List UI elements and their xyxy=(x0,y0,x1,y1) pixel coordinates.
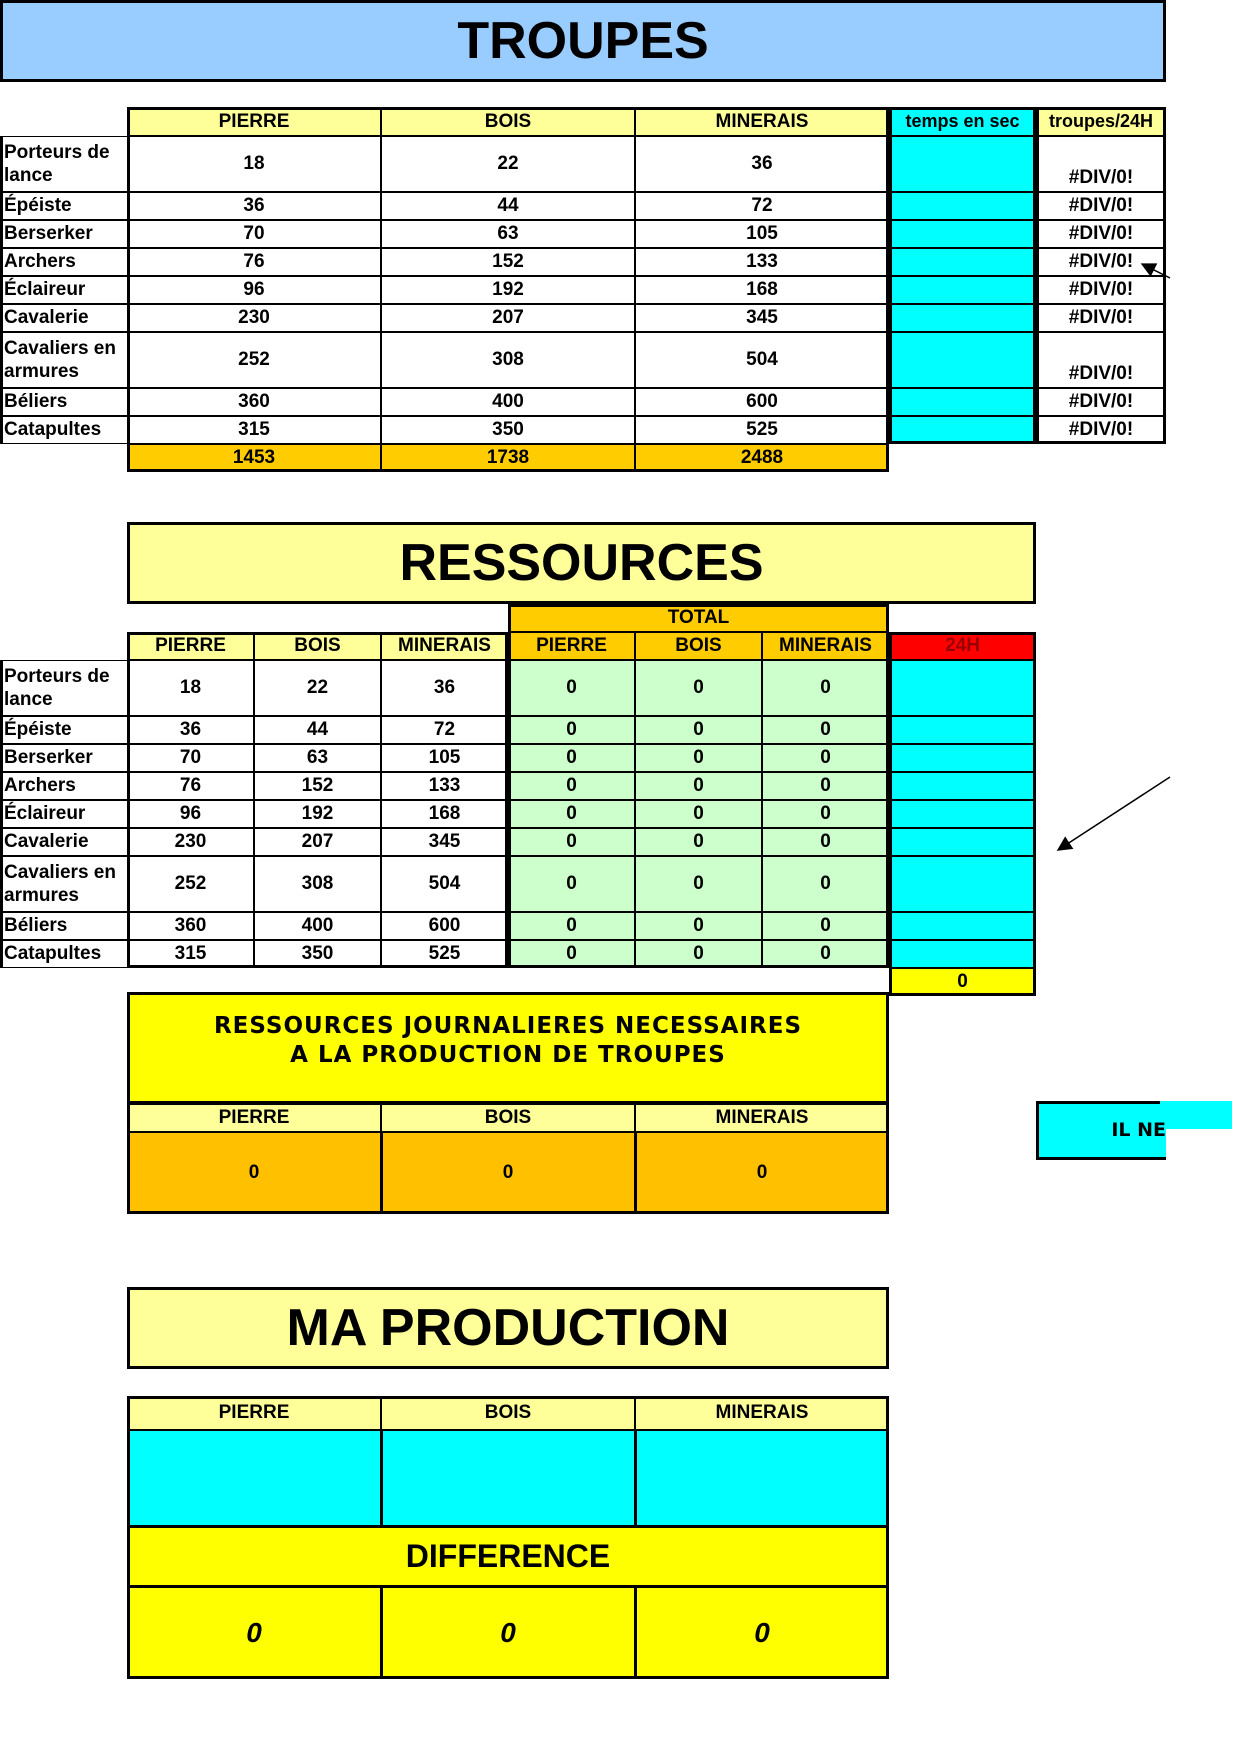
ressource-pierre: 76 xyxy=(127,772,254,800)
production-divider xyxy=(380,1430,383,1526)
ressource-total-tm: 0 xyxy=(762,940,889,968)
ressource-bois: 350 xyxy=(254,940,381,968)
ressource-name: Éclaireur xyxy=(0,800,127,828)
ressource-total-tm: 0 xyxy=(762,744,889,772)
troupe-bois: 63 xyxy=(381,220,635,248)
troupe-per24h: #DIV/0! xyxy=(1036,136,1166,192)
troupe-temps-input[interactable] xyxy=(889,332,1036,388)
ressource-pierre: 360 xyxy=(127,912,254,940)
troupe-minerais: 72 xyxy=(635,192,889,220)
ressource-minerais: 504 xyxy=(381,856,508,912)
ressources-header-cell: MINERAIS xyxy=(381,632,508,660)
ressource-total-tp: 0 xyxy=(508,828,635,856)
troupes-header-cell: BOIS xyxy=(381,107,635,136)
ressource-total-tp: 0 xyxy=(508,744,635,772)
troupe-bois: 207 xyxy=(381,304,635,332)
ressource-pierre: 252 xyxy=(127,856,254,912)
ressources-header-cell: PIERRE xyxy=(127,632,254,660)
ressource-total-tb: 0 xyxy=(635,856,762,912)
ressource-total-tb: 0 xyxy=(635,716,762,744)
troupe-bois: 44 xyxy=(381,192,635,220)
ressource-24h-input[interactable] xyxy=(889,912,1036,940)
ressource-pierre: 70 xyxy=(127,744,254,772)
ressource-total-tp: 0 xyxy=(508,856,635,912)
troupe-temps-input[interactable] xyxy=(889,192,1036,220)
difference-rule xyxy=(127,1585,889,1588)
troupe-per24h: #DIV/0! xyxy=(1036,220,1166,248)
ressource-bois: 207 xyxy=(254,828,381,856)
ressource-bois: 22 xyxy=(254,660,381,716)
ressource-bois: 400 xyxy=(254,912,381,940)
troupes-header-cell: troupes/24H xyxy=(1036,107,1166,136)
ressource-total-tm: 0 xyxy=(762,716,889,744)
ressources-header-cell: MINERAIS xyxy=(762,632,889,660)
troupe-pierre: 76 xyxy=(127,248,381,276)
troupe-pierre: 230 xyxy=(127,304,381,332)
ressource-bois: 152 xyxy=(254,772,381,800)
troupe-per24h: #DIV/0! xyxy=(1036,388,1166,416)
ressource-minerais: 133 xyxy=(381,772,508,800)
journalieres-header: MINERAIS xyxy=(635,1104,889,1132)
troupe-minerais: 36 xyxy=(635,136,889,192)
ressource-total-tm: 0 xyxy=(762,912,889,940)
ressource-bois: 308 xyxy=(254,856,381,912)
troupes-left-border xyxy=(0,136,3,444)
side-note-text: IL NE xyxy=(1111,1119,1166,1141)
troupe-name: Cavaliers en armures xyxy=(0,332,127,388)
difference-divider xyxy=(634,1586,637,1679)
ressource-name: Catapultes xyxy=(0,940,127,968)
troupe-temps-input[interactable] xyxy=(889,388,1036,416)
ressource-total-tm: 0 xyxy=(762,856,889,912)
troupe-name: Cavalerie xyxy=(0,304,127,332)
journalieres-title-line1: RESSOURCES JOURNALIERES NECESSAIRES xyxy=(213,1013,803,1039)
ressource-name: Berserker xyxy=(0,744,127,772)
ressource-total-tb: 0 xyxy=(635,772,762,800)
difference-value: 0 xyxy=(635,1586,889,1679)
troupe-name: Berserker xyxy=(0,220,127,248)
troupe-bois: 400 xyxy=(381,388,635,416)
ressource-minerais: 105 xyxy=(381,744,508,772)
ressource-name: Épéiste xyxy=(0,716,127,744)
ressource-24h-input[interactable] xyxy=(889,940,1036,968)
ressource-24h-input[interactable] xyxy=(889,800,1036,828)
troupe-pierre: 252 xyxy=(127,332,381,388)
troupe-pierre: 36 xyxy=(127,192,381,220)
troupe-name: Archers xyxy=(0,248,127,276)
journalieres-value: 0 xyxy=(127,1132,381,1214)
ressources-total-label: TOTAL xyxy=(508,604,889,632)
ressource-total-tm: 0 xyxy=(762,828,889,856)
ressource-pierre: 96 xyxy=(127,800,254,828)
ressource-minerais: 168 xyxy=(381,800,508,828)
troupe-bois: 350 xyxy=(381,416,635,444)
ressource-bois: 63 xyxy=(254,744,381,772)
ressources-header-cell: BOIS xyxy=(254,632,381,660)
ressources-left-border xyxy=(0,660,3,968)
ressources-title: RESSOURCES xyxy=(127,522,1036,604)
troupe-minerais: 504 xyxy=(635,332,889,388)
troupes-header-cell: MINERAIS xyxy=(635,107,889,136)
ressource-total-tp: 0 xyxy=(508,660,635,716)
troupe-temps-input[interactable] xyxy=(889,304,1036,332)
ressource-24h-input[interactable] xyxy=(889,856,1036,912)
troupes-total: 1738 xyxy=(381,444,635,472)
ressource-pierre: 315 xyxy=(127,940,254,968)
ressource-total-tb: 0 xyxy=(635,828,762,856)
production-rule xyxy=(127,1525,889,1528)
ressource-minerais: 525 xyxy=(381,940,508,968)
journalieres-title-line2: A LA PRODUCTION DE TROUPES xyxy=(290,1042,726,1068)
journalieres-value: 0 xyxy=(381,1132,635,1214)
difference-value: 0 xyxy=(127,1586,381,1679)
ressource-name: Porteurs de lance xyxy=(0,660,127,716)
ressource-minerais: 36 xyxy=(381,660,508,716)
difference-divider xyxy=(380,1586,383,1679)
ressources-24h-total: 0 xyxy=(889,968,1036,996)
ressource-pierre: 36 xyxy=(127,716,254,744)
ressource-total-tp: 0 xyxy=(508,716,635,744)
troupes-header-cell: temps en sec xyxy=(889,107,1036,136)
journalieres-title xyxy=(127,992,889,1104)
troupe-minerais: 168 xyxy=(635,276,889,304)
ressource-minerais: 72 xyxy=(381,716,508,744)
ressource-total-tb: 0 xyxy=(635,800,762,828)
troupe-temps-input[interactable] xyxy=(889,276,1036,304)
troupe-temps-input[interactable] xyxy=(889,136,1036,192)
production-divider xyxy=(634,1430,637,1526)
troupes-title: TROUPES xyxy=(0,0,1166,82)
troupe-pierre: 96 xyxy=(127,276,381,304)
ressource-total-tp: 0 xyxy=(508,940,635,968)
ressource-total-tp: 0 xyxy=(508,912,635,940)
troupe-minerais: 133 xyxy=(635,248,889,276)
ressources-24h-header: 24H xyxy=(889,632,1036,660)
troupe-per24h: #DIV/0! xyxy=(1036,276,1166,304)
production-input[interactable] xyxy=(381,1430,635,1526)
ressource-minerais: 600 xyxy=(381,912,508,940)
ressource-total-tm: 0 xyxy=(762,772,889,800)
journalieres-header: PIERRE xyxy=(127,1104,381,1132)
side-note-overflow xyxy=(1160,1101,1232,1129)
production-input[interactable] xyxy=(127,1430,381,1526)
production-header: MINERAIS xyxy=(635,1396,889,1430)
troupes-header-cell: PIERRE xyxy=(127,107,381,136)
troupe-minerais: 525 xyxy=(635,416,889,444)
journalieres-header: BOIS xyxy=(381,1104,635,1132)
ressource-24h-input[interactable] xyxy=(889,716,1036,744)
troupe-bois: 22 xyxy=(381,136,635,192)
ressource-24h-input[interactable] xyxy=(889,660,1036,716)
troupe-minerais: 600 xyxy=(635,388,889,416)
ressources-header-cell: PIERRE xyxy=(508,632,635,660)
troupe-name: Béliers xyxy=(0,388,127,416)
ressource-24h-input[interactable] xyxy=(889,772,1036,800)
ressource-24h-input[interactable] xyxy=(889,744,1036,772)
journalieres-value: 0 xyxy=(635,1132,889,1214)
ressource-name: Cavaliers en armures xyxy=(0,856,127,912)
journalieres-divider xyxy=(634,1132,637,1214)
production-title: MA PRODUCTION xyxy=(127,1287,889,1369)
troupe-bois: 152 xyxy=(381,248,635,276)
troupe-per24h: #DIV/0! xyxy=(1036,416,1166,444)
comment-arrow-large xyxy=(1058,777,1170,850)
troupe-per24h: #DIV/0! xyxy=(1036,332,1166,388)
ressource-pierre: 18 xyxy=(127,660,254,716)
troupes-total: 2488 xyxy=(635,444,889,472)
troupe-minerais: 105 xyxy=(635,220,889,248)
ressource-name: Cavalerie xyxy=(0,828,127,856)
ressource-total-tb: 0 xyxy=(635,912,762,940)
difference-value: 0 xyxy=(381,1586,635,1679)
ressource-minerais: 345 xyxy=(381,828,508,856)
production-input[interactable] xyxy=(635,1430,889,1526)
ressource-total-tb: 0 xyxy=(635,940,762,968)
production-header: PIERRE xyxy=(127,1396,381,1430)
ressource-bois: 192 xyxy=(254,800,381,828)
troupe-temps-input[interactable] xyxy=(889,248,1036,276)
troupe-pierre: 70 xyxy=(127,220,381,248)
ressource-total-tm: 0 xyxy=(762,800,889,828)
troupe-per24h: #DIV/0! xyxy=(1036,192,1166,220)
journalieres-divider xyxy=(380,1132,383,1214)
troupe-minerais: 345 xyxy=(635,304,889,332)
troupe-temps-input[interactable] xyxy=(889,220,1036,248)
ressource-pierre: 230 xyxy=(127,828,254,856)
production-header: BOIS xyxy=(381,1396,635,1430)
troupe-temps-input[interactable] xyxy=(889,416,1036,444)
ressource-24h-input[interactable] xyxy=(889,828,1036,856)
ressources-header-cell: BOIS xyxy=(635,632,762,660)
ressource-total-tp: 0 xyxy=(508,800,635,828)
troupe-per24h: #DIV/0! xyxy=(1036,248,1166,276)
troupe-bois: 308 xyxy=(381,332,635,388)
troupes-total: 1453 xyxy=(127,444,381,472)
troupe-pierre: 360 xyxy=(127,388,381,416)
ressource-total-tb: 0 xyxy=(635,744,762,772)
ressource-name: Béliers xyxy=(0,912,127,940)
troupe-per24h: #DIV/0! xyxy=(1036,304,1166,332)
ressource-name: Archers xyxy=(0,772,127,800)
ressource-total-tp: 0 xyxy=(508,772,635,800)
troupe-name: Catapultes xyxy=(0,416,127,444)
difference-label: DIFFERENCE xyxy=(127,1526,889,1586)
troupe-name: Épéiste xyxy=(0,192,127,220)
troupe-pierre: 315 xyxy=(127,416,381,444)
troupe-pierre: 18 xyxy=(127,136,381,192)
troupe-bois: 192 xyxy=(381,276,635,304)
ressource-total-tm: 0 xyxy=(762,660,889,716)
troupe-name: Porteurs de lance xyxy=(0,136,127,192)
ressource-bois: 44 xyxy=(254,716,381,744)
ressource-total-tb: 0 xyxy=(635,660,762,716)
troupe-name: Éclaireur xyxy=(0,276,127,304)
